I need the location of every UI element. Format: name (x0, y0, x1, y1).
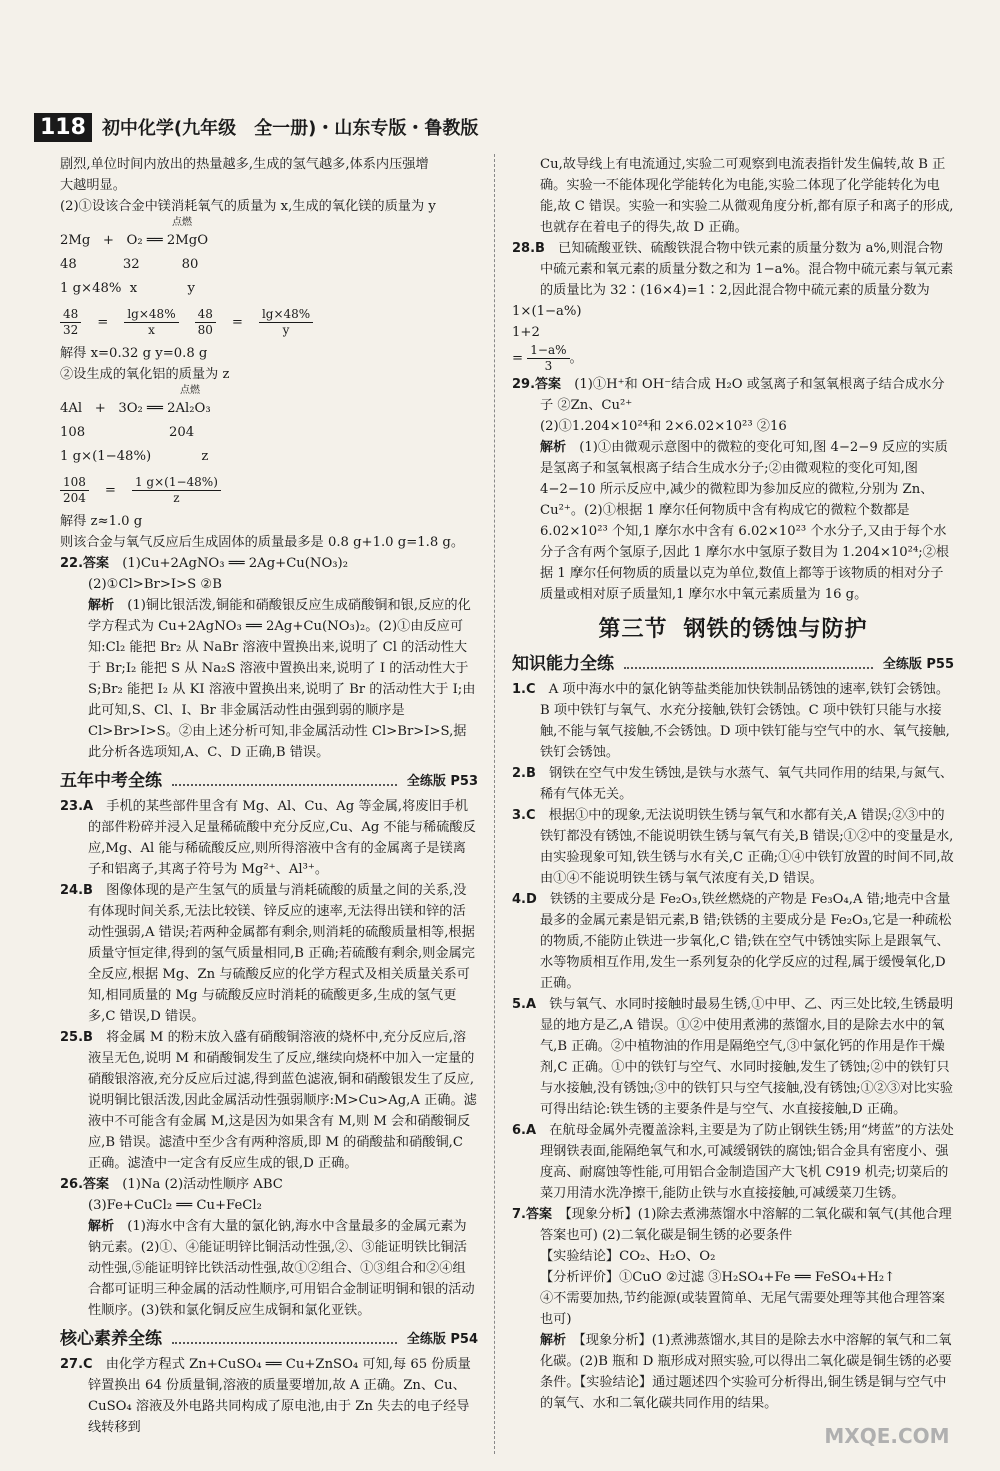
answer-3: 3.C 根据①中的现象,无法说明铁生锈与氧气和水都有关,A 错误;②③中的铁钉都没有锈蚀,不能说明铁生锈与氧气有关,B 错误;①②中的变量是水,由实验现象可知,铁生锈与水有关,C 正确;①④中铁钉放置的时间不同,故由①④不能说明铁生锈与氧气浓度有关,D 错误。 (512, 808, 954, 886)
answer-22-part2: (2)①Cl>Br>I>S ②B (88, 577, 222, 592)
answer-4: 4.D 铁锈的主要成分是 Fe₂O₃,铁丝燃烧的产物是 Fe₃O₄,A 错;地壳中含量最多的金属元素是铝元素,B 错;铁锈的主要成分是 Fe₂O₃,它是一种疏松的物质,不能防止铁进一步氧化,C 错;铁在空气中锈蚀实际上是跟氧气、水等物质相互作用,发生一系列复杂的化学反应的过程,属于缓慢氧化,D 正确。 (512, 892, 952, 991)
fraction: $\frac{48}{80}$ (195, 307, 216, 338)
answer-27: 27.C 由化学方程式 Zn+CuSO₄ ══ Cu+ZnSO₄ 可知,每 65 份质量锌置换出 64 份质量铜,溶液的质量要增加,故 A 正确。Zn、Cu、CuSO₄ 溶液及外电路共同构成了原电池,由于 Zn 失去的电子经导线转移到 (60, 1357, 471, 1435)
answer-1: 1.C A 项中海水中的氯化钠等盐类能加快铁制品锈蚀的速率,铁钉会锈蚀。B 项中铁钉与氧气、水充分接触,铁钉会锈蚀。C 项中铁钉只能与水接触,不能与氧气接触,不会锈蚀。D 项中铁钉能与空气中的水、氧气接触,铁钉会锈蚀。 (512, 682, 950, 760)
analysis-26: 解析 (1)海水中含有大量的氯化钠,海水中含量最多的金属元素为钠元素。(2)①、④能证明锌比铜活动性强,②、③能证明铁比铜活动性强,⑤能证明锌比铁活动性强,故①②组合、①③组合和②④组合都可证明三种金属的活动性顺序,可用铝合金制证明铜和银的活动性顺序。(3)铁和氯化铜反应生成铜和氯化亚铁。 (88, 1219, 475, 1318)
answer-27-cont: Cu,故导线上有电流通过,实验二可观察到电流表指针发生偏转,故 B 正确。实验一不能体现化学能转化为电能,实验二体现了化学能转化为电能,故 C 错误。实验一和实验二从微观角度分析,都有原子和离子的形成,也就存在着电子的得失,故 D 正确。 (540, 157, 954, 235)
analysis-7: 解析 【现象分析】(1)煮沸蒸馏水,其目的是除去水中溶解的氧气和二氧化碳。(2)B 瓶和 D 瓶形成对照实验,可以得出二氧化碳是铜生锈的必要条件。【实验结论】通过题述四个实验可分析得出,铜生锈是铜与空气中的氧气、水和二氧化碳共同作用的结果。 (540, 1333, 952, 1411)
answer-29: 29.答案 (1)①H⁺和 OH⁻结合成 H₂O 或氢离子和氢氧根离子结合成水分子 ②Zn、Cu²⁺ (512, 377, 945, 413)
page-header (34, 110, 478, 144)
chapter-title: 第三节 钢铁的锈蚀与防护 (598, 617, 868, 642)
equation-masses: 48 32 80 (60, 257, 199, 272)
fraction: $\frac{1-a\%}{3}$ (527, 343, 569, 374)
section-heading: 五年中考全练 全练版 P53 (60, 771, 478, 791)
equation-masses: 108 204 (60, 425, 195, 440)
left-column (60, 154, 478, 1438)
text-line: 大越明显。 (60, 178, 126, 193)
equation-condition: 点燃 (180, 385, 200, 396)
answer-7-part3: 【分析评价】①CuO ②过滤 ③H₂SO₄+Fe ══ FeSO₄+H₂↑ (540, 1270, 896, 1285)
section-heading: 核心素养全练 全练版 P54 (60, 1329, 478, 1349)
answer-22: 22.答案 (1)Cu+2AgNO₃ ══ 2Ag+Cu(NO₃)₂ (60, 556, 348, 571)
fraction: $\frac{\lg\times 48\%}{y}$ (259, 307, 313, 338)
page-number: 118 (34, 113, 92, 142)
answer-5: 5.A 铁与氧气、水同时接触时最易生锈,①中甲、乙、丙三处比较,生锈最明显的地方是乙,A 错误。①②中使用煮沸的蒸馏水,目的是除去水中的氧气,B 正确。②中植物油的作用是隔绝空气,③中氯化钙的作用是作干燥剂,C 正确。①中的铁钉与空气、水同时接触,发生了锈蚀;②中的铁钉只与水接触,没有锈蚀;③中的铁钉只与空气接触,没有锈蚀;①②③对比实验可得出结论:铁生锈的主要条件是与空气、水直接接触,D 正确。 (512, 997, 954, 1117)
watermark-logo: MXQE.COM (824, 1424, 950, 1448)
proportion-row: $\frac{48}{32}$ = $\frac{\lg\times 48\%}{x}$ $\frac{48}{80}$ = $\frac{\lg\times 48\%}{y}$ (60, 301, 478, 343)
answer-26: 26.答案 (1)Na (2)活动性顺序 ABC (60, 1177, 283, 1192)
answer-25: 25.B 将金属 M 的粉末放入盛有硝酸铜溶液的烧杯中,充分反应后,溶液呈无色,说明 M 和硝酸铜发生了反应,继续向烧杯中加入一定量的硝酸银溶液,充分反应后过滤,得到蓝色滤液,铜和硝酸银发生了反应,说明铜比银活泼,因此金属活动性强弱顺序:M>Cu>Ag,A 正确。滤液中不可能含有金属 M,这是因为如果含有 M,则 M 会和硝酸铜反应,B 错误。滤渣中至少含有两种溶质,即 M 的硝酸盐和硝酸铜,C 正确。滤渣中一定含有反应生成的银,D 正确。 (60, 1030, 477, 1171)
answer-28: 28.B 已知硫酸亚铁、硫酸铁混合物中铁元素的质量分数为 a%,则混合物中硫元素和氧元素的质量分数之和为 1−a%。混合物中硫元素与氧元素的质量比为 32∶(16×4)=1∶2,因此混合物中硫元素的质量分数为 (512, 241, 954, 298)
text-line: ②设生成的氧化铝的质量为 z (60, 367, 230, 382)
answer-7-part4: ④不需要加热,节约能源(或装置简单、无尾气需要处理等其他合理答案也可) (540, 1291, 945, 1327)
text-line: (2)①设该合金中镁消耗氧气的质量为 x,生成的氧化镁的质量为 y (60, 199, 436, 214)
section-heading: 知识能力全练 全练版 P55 (512, 654, 954, 674)
fraction: $\frac{1 g\times(1-48\%)}{z}$ (132, 475, 221, 506)
text-line: 剧烈,单位时间内放出的热量越多,生成的氢气越多,体系内压强增 (60, 157, 429, 172)
answer-7-part2: 【实验结论】CO₂、H₂O、O₂ (540, 1249, 716, 1264)
answer-23: 23.A 手机的某些部件里含有 Mg、Al、Cu、Ag 等金属,将废旧手机的部件粉碎并浸入足量稀硫酸中充分反应,Cu、Ag 不能与稀硫酸反应,Mg、Al 能与稀硫酸反应,则所得溶液中含有的金属离子是镁离子和铝离子,其离子符号为 Mg²⁺、Al³⁺。 (60, 799, 476, 877)
answer-7: 7.答案 【现象分析】(1)除去煮沸蒸馏水中溶解的二氧化碳和氧气(其他合理答案也可) (2)二氧化碳是铜生锈的必要条件 (512, 1207, 952, 1243)
chemical-equation: 4Al + 3O₂ ══ 2Al₂O₃ (60, 401, 211, 416)
fraction: $\frac{108}{204}$ (60, 475, 89, 506)
fraction: $\frac{48}{32}$ (60, 307, 81, 338)
answer-2: 2.B 钢铁在空气中发生锈蚀,是铁与水蒸气、氧气共同作用的结果,与氮气、稀有气体无关。 (512, 766, 954, 802)
answer-26-part2: (3)Fe+CuCl₂ ══ Cu+FeCl₂ (88, 1198, 262, 1213)
text-line: 解得 z≈1.0 g (60, 514, 143, 529)
fraction: $\frac{\lg\times 48\%}{x}$ (124, 307, 178, 338)
right-column: Cu,故导线上有电流通过,实验二可观察到电流表指针发生偏转,故 B 正确。实验一不能体现化学能转化为电能,实验二体现了化学能转化为电能,故 C 错误。实验一和实验二从微观角度分析,都有原子和离子的形成,也就存在着电子的得失,故 D 正确。 28.B 已知硫酸亚铁、硫酸铁混合物中铁元素的质量分数为 a%,则混合物中硫元素和氧元素的质量分数之和为 1−a%。混合物中硫元素与氧元素的质量比为 32∶(16×4)=1∶2,因此混合物中硫元素的质量分数为 1×(1−a%) 1+2 = $\frac{1-a\%}{3}$ 。 29.答案 (1)①H⁺和 OH⁻结合成 H₂O 或氢离子和氢氧根离子结合成水分子 ②Zn、Cu²⁺ (2)①1.204×10²⁴和 2×6.02×10²³ ②16 解析 (1)①由微观示意图中的微粒的变化可知,图 4−2−9 反应的实质是氢离子和氢氧根离子结合生成水分子;②由微观粒的变化可知,图 4−2−10 所示反应中,减少的微粒即为参加反应的微粒,分别为 Zn、Cu²⁺。(2)①根据 1 摩尔任何物质中含有构成它的微粒个数都是 6.02×10²³ 个知,1 摩尔水中含有 6.02×10²³ 个水分子,又由于每个水分子含有两个氢原子,因此 1 摩尔水中氢原子数目为 1.204×10²⁴;②根据 1 摩尔任何物质的质量以克为单位,数值上都等于该物质的相对分子质量或相对原子质量知,1 摩尔水中氧元素质量为 16 g。 第三节 钢铁的锈蚀与防护 知识能力全练 全练版 P55 1.C A 项中海水中的氯化钠等盐类能加快铁制品锈蚀的速率,铁钉会锈蚀。B 项中铁钉与氧气、水充分接触,铁钉会锈蚀。C 项中铁钉只能与水接触,不能与氧气接触,不会锈蚀。D 项中铁钉能与空气中的水、氧气接触,铁钉会锈蚀。 2.B 钢铁在空气中发生锈蚀,是铁与水蒸气、氧气共同作用的结果,与氮气、稀有气体无关。 3.C 根据①中的现象,无法说明铁生锈与氧气和水都有关,A 错误;②③中的铁钉都没有锈蚀,不能说明铁生锈与氧气有关,B 错误;①②中的变量是水,由实验现象可知,铁生锈与水有关,C 正确;①④中铁钉放置的时间不同,故由①④不能说明铁生锈与氧气浓度有关,D 错误。 4.D 铁锈的主要成分是 Fe₂O₃,铁丝燃烧的产物是 Fe₃O₄,A 错;地壳中含量最多的金属元素是铝元素,B 错;铁锈的主要成分是 Fe₂O₃,它是一种疏松的物质,不能防止铁进一步氧化,C 错;铁在空气中锈蚀实际上是跟氧气、水等物质相互作用,发生一系列复杂的化学反应的过程,属于缓慢氧化,D 正确。 5.A 铁与氧气、水同时接触时最易生锈,①中甲、乙、丙三处比较,生锈最明显的地方是乙,A 错误。①②中使用煮沸的蒸馏水,目的是除去水中的氧气,B 正确。②中植物油的作用是隔绝空气,③中氯化钙的作用是作干燥剂,C 正确。①中的铁钉与空气、水同时接触,发生了锈蚀;②中的铁钉只与水接触,没有锈蚀;③中的铁钉只与空气接触,没有锈蚀;①②③对比实验可得出结论:铁生锈的主要条件是与空气、水直接接触,D 正确。 6.A 在航母金属外壳覆盖涂料,主要是为了防止钢铁生锈;用“烤蓝”的方法处理钢铁表面,能隔绝氧气和水,可减缓钢铁的腐蚀;铝合金具有密度小、强度高、耐腐蚀等性能,可用铝合金制造国产大飞机 C919 机壳;切菜后的菜刀用清水洗净擦干,能防止铁与水直接接触,可减缓菜刀生锈。 7.答案 【现象分析】(1)除去煮沸蒸馏水中溶解的二氧化碳和氧气(其他合理答案也可) (2)二氧化碳是铜生锈的必要条件 【实验结论】CO₂、H₂O、O₂ 【分析评价】①CuO ②过滤 ③H₂SO₄+Fe ══ FeSO₄+H₂↑ ④不需要加热,节约能源(或装置简单、无尾气需要处理等其他合理答案也可) 解析 【现象分析】(1)煮沸蒸馏水,其目的是除去水中溶解的氧气和二氧化碳。(2)B 瓶和 D 瓶形成对照实验,可以得出二氧化碳是铜生锈的必要条件。【实验结论】通过题述四个实验可分析得出,铜生锈是铜与空气中的氧气、水和二氧化碳共同作用的结果。 (512, 154, 954, 1414)
chemical-equation: 2Mg + O₂ ══ 2MgO (60, 233, 209, 248)
answer-24: 24.B 图像体现的是产生氢气的质量与消耗硫酸的质量之间的关系,没有体现时间关系,无法比较镁、锌反应的速率,无法得出镁和锌的活动性强弱,A 错误;若两种金属都有剩余,则消耗的硫酸质量相等,根据质量守恒定律,得到的氢气质量相同,B 正确;若硫酸有剩余,则金属完全反应,根据 Mg、Zn 与硫酸反应的化学方程式及相关质量关系可知,相同质量的 Mg 与硫酸反应时消耗的硫酸更多,生成的氢气更多,C 错误,D 错误。 (60, 883, 475, 1024)
answer-29-part2: (2)①1.204×10²⁴和 2×6.02×10²³ ②16 (540, 419, 787, 434)
column-divider (494, 154, 495, 1454)
equation-condition: 点燃 (172, 217, 192, 228)
book-title: 初中化学(九年级 全一册)・山东专版・鲁教版 (101, 118, 479, 139)
equation-variables: 1 g×(1−48%) z (60, 449, 209, 464)
text-line: 则该合金与氧气反应后生成固体的质量最多是 0.8 g+1.0 g=1.8 g。 (60, 535, 465, 550)
equation-variables: 1 g×48% x y (60, 281, 195, 296)
answer-6: 6.A 在航母金属外壳覆盖涂料,主要是为了防止钢铁生锈;用“烤蓝”的方法处理钢铁表面,能隔绝氧气和水,可减缓钢铁的腐蚀;铝合金具有密度小、强度高、耐腐蚀等性能,可用铝合金制造国产大飞机 C919 机壳;切菜后的菜刀用清水洗净擦干,能防止铁与水直接接触,可减缓菜刀生锈。 (512, 1123, 954, 1201)
analysis-22: 解析 (1)铜比银活泼,铜能和硝酸银反应生成硝酸铜和银,反应的化学方程式为 Cu+2AgNO₃ ══ 2Ag+Cu(NO₃)₂。(2)①由反应可知:Cl₂ 能把 Br₂ 从 NaBr 溶液中置换出来,说明了 Cl 的活动性大于 Br;I₂ 能把 S 从 Na₂S 溶液中置换出来,说明了 I 的活动性大于 S;Br₂ 能把 I₂ 从 KI 溶液中置换出来,说明了 Br 的活动性大于 I;由此可知,S、Cl、I、Br 非金属活动性由强到弱的顺序是 Cl>Br>I>S。②由上述分析可知,非金属活动性 Cl>Br>I>S,据此分析各选项知,A、C、D 正确,B 错误。 (88, 598, 476, 760)
analysis-29: 解析 (1)①由微观示意图中的微粒的变化可知,图 4−2−9 反应的实质是氢离子和氢氧根离子结合生成水分子;②由微观粒的变化可知,图 4−2−10 所示反应中,减少的微粒即为参加反应的微粒,分别为 Zn、Cu²⁺。(2)①根据 1 摩尔任何物质中含有构成它的微粒个数都是 6.02×10²³ 个知,1 摩尔水中含有 6.02×10²³ 个水分子,又由于每个水分子含有两个氢原子,因此 1 摩尔水中氢原子数目为 1.204×10²⁴;②根据 1 摩尔任何物质的质量以克为单位,数值上都等于该物质的相对分子质量或相对原子质量知,1 摩尔水中氧元素质量为 16 g。 (540, 440, 950, 602)
proportion-row: $\frac{108}{204}$ = $\frac{1 g\times(1-48\%)}{z}$ (60, 469, 478, 511)
text-line: 解得 x=0.32 g y=0.8 g (60, 346, 208, 361)
